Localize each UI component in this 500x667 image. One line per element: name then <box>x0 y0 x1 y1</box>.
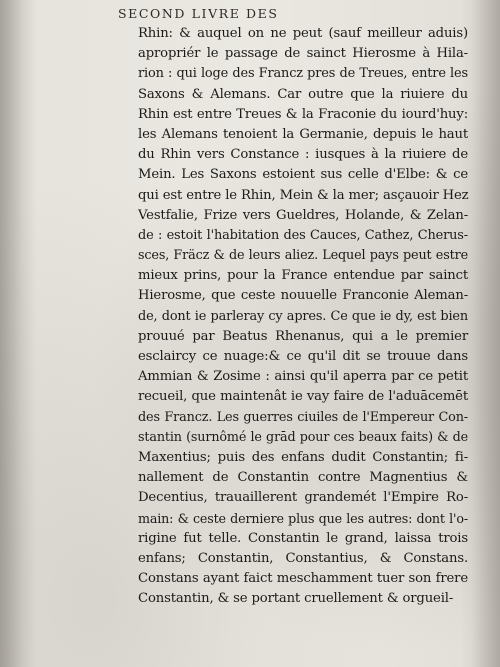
text-line: de : estoit l'habitation des Cauces, Cathez, Cherus- <box>138 227 468 243</box>
text-line: sces, Fräcz & de leurs aliez. Lequel pays peut estre <box>138 248 468 264</box>
text-line: qui est entre le Rhin, Mein & la mer; asçauoir Hez <box>138 187 469 203</box>
text-line: Saxons & Alemans. Car outre que la riuiere du <box>138 86 468 102</box>
text-line: mieux prins, pour la France entendue par sainct <box>138 268 468 284</box>
gutter-shadow <box>0 0 36 667</box>
text-line: recueil, que maintenât ie vay faire de l'aduācemēt <box>138 389 468 405</box>
text-line: Constantin, & se portant cruellement & orgueil- <box>138 591 454 607</box>
text-line: Decentius, trauaillerent grandemét l'Empire Ro- <box>138 490 468 506</box>
text-line: Constans ayant faict meschamment tuer son frere <box>138 571 468 587</box>
text-line: main: & ceste derniere plus que les autres: dont l'o- <box>138 510 468 526</box>
text-line: des Francz. Les guerres ciuiles de l'Empereur Con- <box>138 409 468 425</box>
running-head: SECOND LIVRE DES <box>118 6 279 21</box>
text-line: Ammian & Zosime : ainsi qu'il aperra par ce petit <box>138 369 468 385</box>
text-line: nallement de Constantin contre Magnentius & <box>138 470 468 486</box>
text-line: prouué par Beatus Rhenanus, qui a le premier <box>138 328 468 344</box>
text-line: esclaircy ce nuage:& ce qu'il dit se trouue dans <box>138 349 468 364</box>
page-edge-shadow <box>472 0 500 667</box>
text-line: Rhin: & auquel on ne peut (sauf meilleur aduis) <box>138 26 468 41</box>
text-line: Maxentius; puis des enfans dudit Constantin; fi- <box>138 449 468 465</box>
text-line: Mein. Les Saxons estoient sus celle d'Elbe: & ce <box>138 167 468 183</box>
text-line: Rhin est entre Treues & la Fraconie du iourd'huy: <box>138 106 468 122</box>
text-line: stantin (surnômé le grād pour ces beaux faits) & de <box>138 429 468 445</box>
text-line: les Alemans tenoient la Germanie, depuis le haut <box>138 126 468 142</box>
text-line: Hierosme, que ceste nouuelle Franconie Aleman- <box>138 288 468 304</box>
text-line: de, dont ie parleray cy apres. Ce que ie dy, est bien <box>138 308 468 324</box>
body-text <box>138 24 468 609</box>
text-line: enfans; Constantin, Constantius, & Constans. <box>138 550 468 566</box>
text-line: Vestfalie, Frize vers Gueldres, Holande, & Zelan- <box>138 207 468 223</box>
text-line: rigine fut telle. Constantin le grand, laissa trois <box>138 530 468 546</box>
text-line: apropriér le passage de sainct Hierosme à Hila- <box>138 46 468 62</box>
text-line: rion : qui loge des Francz pres de Treues, entre les <box>138 66 468 82</box>
text-line: du Rhin vers Constance : iusques à la riuiere de <box>138 147 468 163</box>
